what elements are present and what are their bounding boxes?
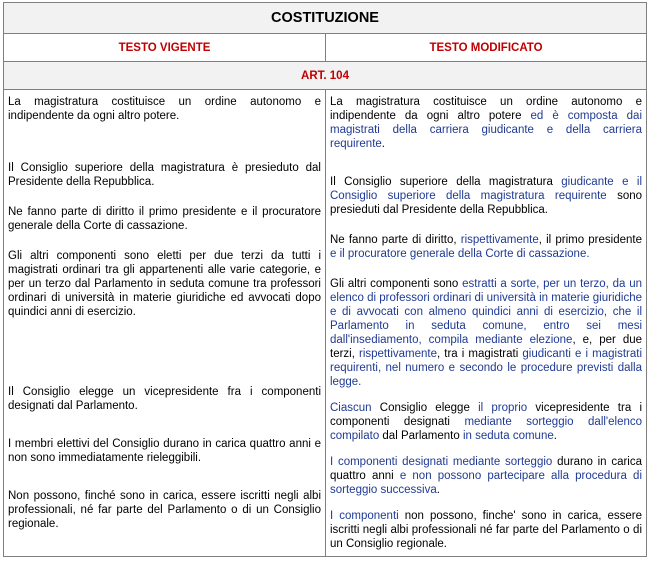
unchanged-text: , il primo presidente [538, 234, 642, 246]
unchanged-text: , e, per due terzi, [330, 334, 643, 360]
modificato-paragraph-5 [330, 401, 642, 443]
unchanged-text: dal Parlamento [379, 430, 460, 442]
modificato-paragraph-3 [330, 233, 642, 261]
comparison-table [3, 2, 647, 557]
modified-text: in seduta comune [459, 430, 554, 442]
modificato-paragraph-1 [330, 95, 642, 151]
article-row [4, 62, 647, 90]
modified-text: I componenti [330, 510, 399, 522]
unchanged-text: , tra i magistrati [437, 348, 519, 360]
unchanged-text: Il Consiglio superiore della magistratura [330, 176, 553, 188]
modified-text: e non possono partecipare alla procedura di sorteggio successiva [330, 470, 642, 496]
modified-text: e il procuratore generale della Corte di cassazione. [330, 248, 590, 260]
vigente-paragraph-5: Il Consiglio elegge un vicepresidente fra i componenti designati dal Parlamento. [8, 386, 321, 412]
modified-text: giudicanti e i magistrati requirenti, nel numero e secondo le procedure previsti dalla legge. [330, 348, 643, 388]
unchanged-text: vicepresidente tra i componenti designati [330, 402, 642, 428]
modified-text: mediante sorteggio dall'elenco compilato [330, 416, 643, 442]
modificato-paragraph-4 [330, 277, 642, 389]
unchanged-text: . [553, 430, 557, 442]
vigente-paragraph-4: Gli altri componenti sono eletti per due terzi da tutti i magistrati ordinari tra gli appartenenti alle varie categorie, e per un terzo dal Parlamento in seduta comune tra professori ordinari di università in materie giuridiche ed avvocati dopo quindici anni di esercizio. [8, 250, 321, 318]
unchanged-text: Consiglio elegge [371, 402, 470, 414]
vigente-paragraph-3: Ne fanno parte di diritto il primo presidente e il procuratore generale della Corte di cassazione. [8, 206, 321, 232]
modified-text: ed è composta dai magistrati della carriera giudicante e della carriera requirente [330, 110, 643, 150]
modified-text: rispettivamente [354, 348, 437, 360]
unchanged-text: . [381, 138, 385, 150]
column-header-row [4, 34, 647, 62]
modified-text: I componenti designati mediante sorteggio [330, 456, 553, 468]
table-title: COSTITUZIONE [4, 3, 647, 34]
modificato-paragraph-6 [330, 455, 642, 497]
unchanged-text: La magistratura costituisce un ordine autonomo e indipendente da ogni altro potere [330, 96, 643, 122]
modified-text: Ciascun [330, 402, 372, 414]
unchanged-text: durano in carica quattro anni [330, 456, 643, 482]
comparison-table-wrapper [3, 2, 646, 557]
modificato-paragraph-7 [330, 509, 642, 551]
article-label: ART. 104 [4, 62, 647, 90]
testo-modificato-cell [326, 90, 647, 557]
unchanged-text: Gli altri componenti sono [330, 278, 459, 290]
title-row [4, 3, 647, 34]
modified-text: il proprio [469, 402, 528, 414]
unchanged-text: non possono, finche' sono in carica, essere iscritti negli albi professionali né far parte del Parlamento o di un Consiglio regionale. [330, 510, 643, 550]
vigente-paragraph-7: Non possono, finché sono in carica, essere iscritti negli albi professionali, né far parte del Parlamento o di un Consiglio regionale. [8, 490, 321, 530]
unchanged-text: sono presieduti dal Presidente della Repubblica. [330, 190, 643, 216]
vigente-paragraph-1: La magistratura costituisce un ordine autonomo e indipendente da ogni altro potere. [8, 96, 321, 122]
modificato-paragraph-2 [330, 175, 642, 217]
modified-text: giudicante e il Consiglio superiore della magistratura requirente [330, 176, 643, 202]
column-header-vigente: TESTO VIGENTE [4, 34, 326, 62]
vigente-paragraph-2: Il Consiglio superiore della magistratura è presieduto dal Presidente della Repubblica. [8, 162, 321, 188]
vigente-paragraph-6: I membri elettivi del Consiglio durano in carica quattro anni e non sono immediatamente rieleggibili. [8, 438, 321, 464]
testo-vigente-cell [4, 90, 326, 557]
unchanged-text: . [436, 484, 440, 496]
modified-text: rispettivamente [456, 234, 539, 246]
unchanged-text: Ne fanno parte di diritto, [330, 234, 457, 246]
modified-text: estratti a sorte, per un terzo, da un elenco di professori ordinari di università in materie giuridiche e di avvocati con almeno quindici anni di esercizio, che il Parlamento in seduta comune, entro sei mesi dall'insediamento, compila mediante elezione [330, 278, 643, 346]
column-header-modificato: TESTO MODIFICATO [326, 34, 647, 62]
body-row [4, 90, 647, 557]
